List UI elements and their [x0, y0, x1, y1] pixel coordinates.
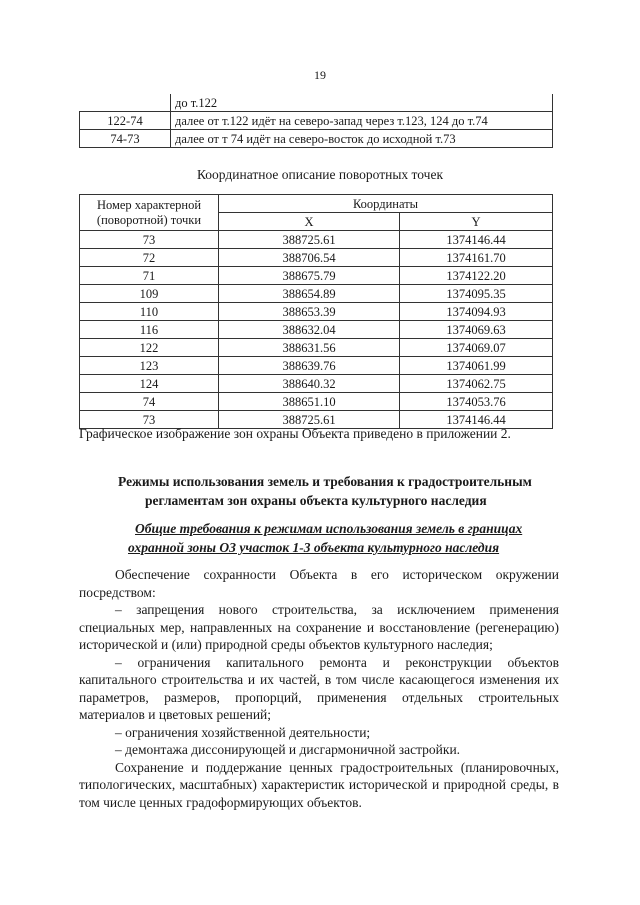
x-cell: 388725.61 — [219, 231, 400, 249]
route-description: далее от т 74 идёт на северо-восток до исходной т.73 — [171, 130, 553, 148]
x-cell: 388651.10 — [219, 393, 400, 411]
y-cell: 1374069.07 — [400, 339, 553, 357]
point-cell: 123 — [80, 357, 219, 375]
intro-paragraph: Обеспечение сохранности Объекта в его историческом окружении посредством: — [79, 567, 559, 600]
y-cell: 1374094.93 — [400, 303, 553, 321]
table-row — [80, 267, 553, 285]
y-cell: 1374062.75 — [400, 375, 553, 393]
x-cell: 388675.79 — [219, 267, 400, 285]
x-cell: 388640.32 — [219, 375, 400, 393]
y-cell: 1374061.99 — [400, 357, 553, 375]
point-cell: 122 — [80, 339, 219, 357]
list-item: – ограничения хозяйственной деятельности; — [115, 724, 371, 740]
route-row — [80, 130, 553, 148]
coords-table — [79, 194, 553, 429]
subheading — [110, 519, 560, 557]
x-cell: 388725.61 — [219, 411, 400, 429]
route-row — [80, 112, 553, 130]
point-cell: 116 — [80, 321, 219, 339]
y-cell: 1374069.63 — [400, 321, 553, 339]
table-row — [80, 231, 553, 249]
coords-table-caption: Координатное описание поворотных точек — [196, 167, 444, 182]
route-segment: 74-73 — [80, 130, 171, 148]
route-table — [79, 94, 553, 148]
body-text — [79, 566, 559, 811]
coords-header-row — [80, 195, 553, 213]
table-row — [80, 321, 553, 339]
page-number: 19 — [314, 68, 326, 82]
header-point-number: Номер характерной (поворотной) точки — [80, 195, 219, 231]
route-description: до т.122 — [171, 94, 553, 112]
point-cell: 71 — [80, 267, 219, 285]
point-cell: 74 — [80, 393, 219, 411]
header-y: Y — [400, 213, 553, 231]
table-row — [80, 339, 553, 357]
x-cell: 388639.76 — [219, 357, 400, 375]
section-heading-line1: Режимы использования земель и требования к градостроительным — [118, 474, 532, 489]
route-row — [80, 94, 553, 112]
table-row — [80, 285, 553, 303]
list-item: – ограничения капитального ремонта и реконструкции объектов капитального строительства и их частей, в том числе касающегося изменения их параметров, размеров, пропорций, применения отдельных строительных материалов и цветовых решений; — [79, 654, 559, 722]
x-cell: 388631.56 — [219, 339, 400, 357]
point-cell: 72 — [80, 249, 219, 267]
table-row — [80, 249, 553, 267]
x-cell: 388653.39 — [219, 303, 400, 321]
subheading-line1: Общие требования к режимам использования земель в границах — [135, 521, 523, 536]
table-row — [80, 393, 553, 411]
point-cell: 73 — [80, 231, 219, 249]
section-heading-line2: регламентам зон охраны объекта культурного наследия — [145, 493, 487, 508]
y-cell: 1374161.70 — [400, 249, 553, 267]
closing-paragraph: Сохранение и поддержание ценных градостроительных (планировочных, типологических, масштабных) характеристик исторической и природной среды, в том числе ценных градоформирующих объектов. — [79, 759, 559, 810]
point-cell: 109 — [80, 285, 219, 303]
list-item: – запрещения нового строительства, за исключением применения специальных мер, направленных на сохранение и восстановление (регенерацию) исторической и (или) природной среды объектов культурного наследия; — [79, 602, 559, 652]
section-heading — [100, 472, 560, 510]
point-cell: 124 — [80, 375, 219, 393]
list-item: – демонтажа диссонирующей и дисгармоничной застройки. — [115, 742, 461, 757]
route-segment — [80, 94, 171, 112]
y-cell: 1374146.44 — [400, 411, 553, 429]
y-cell: 1374095.35 — [400, 285, 553, 303]
header-x: X — [219, 213, 400, 231]
graphic-note: Графическое изображение зон охраны Объекта приведено в приложении 2. — [79, 426, 511, 441]
x-cell: 388654.89 — [219, 285, 400, 303]
subheading-line2: охранной зоны ОЗ участок 1-3 объекта культурного наследия — [128, 540, 500, 555]
x-cell: 388632.04 — [219, 321, 400, 339]
y-cell: 1374146.44 — [400, 231, 553, 249]
x-cell: 388706.54 — [219, 249, 400, 267]
point-cell: 110 — [80, 303, 219, 321]
route-description: далее от т.122 идёт на северо-запад через т.123, 124 до т.74 — [171, 112, 553, 130]
y-cell: 1374122.20 — [400, 267, 553, 285]
table-row — [80, 357, 553, 375]
point-cell: 73 — [80, 411, 219, 429]
y-cell: 1374053.76 — [400, 393, 553, 411]
route-segment: 122-74 — [80, 112, 171, 130]
header-coordinates: Координаты — [219, 195, 553, 213]
table-row — [80, 303, 553, 321]
coords-body — [80, 231, 553, 429]
table-row — [80, 375, 553, 393]
